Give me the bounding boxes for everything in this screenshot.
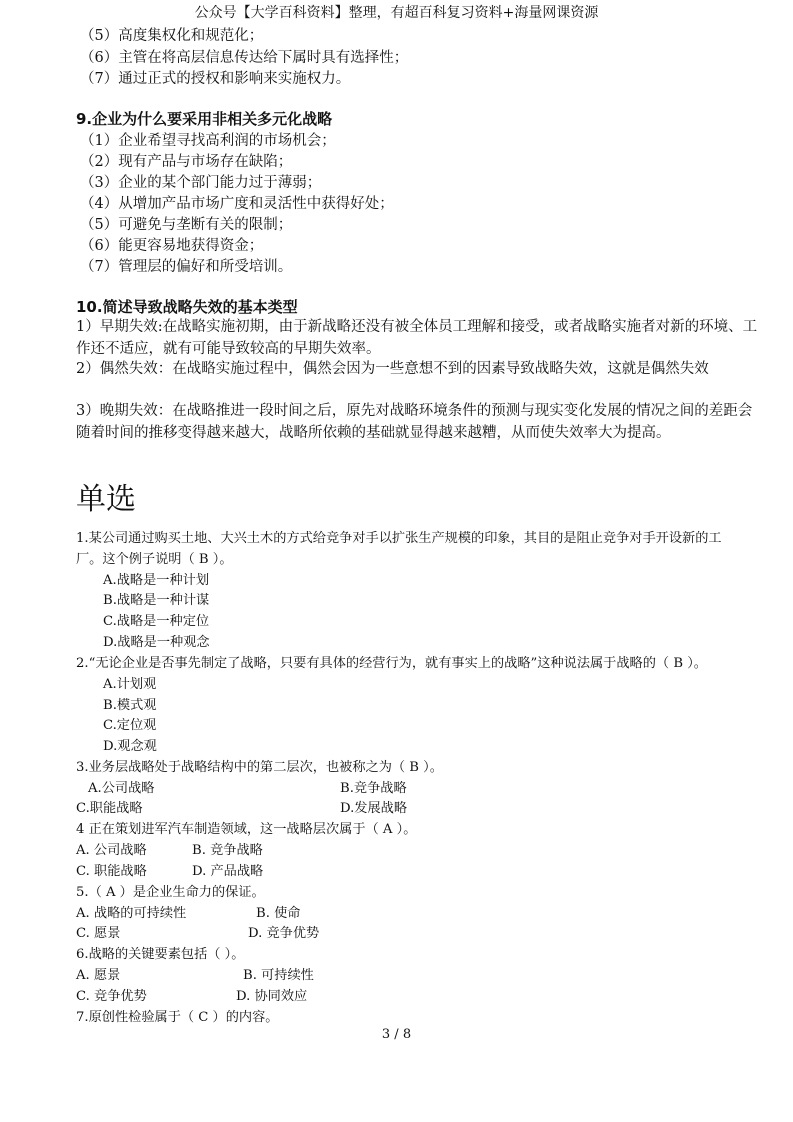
section9-item: （6）能更容易地获得资金；: [80, 238, 264, 254]
section10-para-early: 1）早期失效:在战略实施初期，由于新战略还没有被全体员工理解和接受，或者战略实施者对新的环境、工作还不适应，就有可能导致较高的早期失效率。: [76, 319, 758, 357]
section9-item: （4）从增加产品市场广度和灵活性中获得好处；: [80, 196, 394, 212]
section9-item: （3）企业的某个部门能力过于薄弱；: [80, 175, 322, 191]
q1-stem-line2: 厂。这个例子说明（ B ）。: [76, 552, 233, 567]
q4-stem: 4 正在策划进军汽车制造领域，这一战略层次属于（ A ）。: [76, 822, 417, 837]
q6-stem: 6.战略的关键要素包括（ ）。: [76, 947, 245, 962]
section9-title: 9.企业为什么要采用非相关多元化战略: [76, 110, 333, 128]
q2-option-d: D.观念观: [103, 739, 157, 754]
q3-option-b: B.竞争战略: [340, 781, 407, 796]
q6-option-a: A. 愿景: [76, 968, 121, 983]
section8-item-5: （5）高度集权化和规范化；: [80, 28, 264, 44]
q3-option-c: C.职能战略: [76, 801, 143, 816]
q5-option-b: B. 使命: [256, 906, 301, 921]
q5-option-d: D. 竞争优势: [248, 926, 320, 941]
q7-stem: 7.原创性检验属于（ C ）的内容。: [76, 1010, 279, 1025]
section9-item: （5）可避免与垄断有关的限制；: [80, 217, 293, 233]
q1-option-b: B.战略是一种计谋: [103, 593, 210, 608]
q5-option-a: A. 战略的可持续性: [76, 906, 187, 921]
single-choice-title: 单选: [76, 482, 136, 517]
q3-stem: 3.业务层战略处于战略结构中的第二层次，也被称之为（ B ）。: [76, 760, 443, 775]
q4-option-d: D. 产品战略: [192, 864, 264, 879]
q1-option-a: A.战略是一种计划: [103, 573, 210, 588]
q3-option-d: D.发展战略: [340, 801, 408, 816]
page-header: 公众号【大学百科资料】整理，有超百科复习资料+海量网课资源: [194, 5, 599, 21]
q3-option-a: A.公司战略: [88, 781, 155, 796]
q4-option-c: C. 职能战略: [76, 864, 147, 879]
q6-option-b: B. 可持续性: [243, 968, 314, 983]
q4-option-a: A. 公司战略: [76, 843, 147, 858]
q1-option-c: C.战略是一种定位: [103, 614, 210, 629]
q1-stem-line1: 1.某公司通过购买土地、大兴土木的方式给竞争对手以扩张生产规模的印象，其目的是阻止竞争对手开设新的工: [76, 531, 722, 546]
section10-title: 10.简述导致战略失效的基本类型: [76, 298, 298, 316]
q2-option-a: A.计划观: [103, 677, 157, 692]
page-number: 3 / 8: [381, 1027, 412, 1042]
section9-item: （1）企业希望寻找高利润的市场机会；: [80, 133, 336, 149]
section10-para-accidental: 2）偶然失效：在战略实施过程中，偶然会因为一些意想不到的因素导致战略失效，这就是偶然失效: [76, 361, 709, 377]
q2-stem: 2.“无论企业是否事先制定了战略，只要有具体的经营行为，就有事实上的战略”这种说法属于战略的（ B ）。: [76, 656, 707, 671]
section10-para-late: 3）晚期失效：在战略推进一段时间之后，原先对战略环境条件的预测与现实变化发展的情况之间的差距会随着时间的推移变得越来越大，战略所依赖的基础就显得越来越糟，从而使失效率大为提高。: [76, 403, 753, 441]
q2-option-c: C.定位观: [103, 718, 157, 733]
q1-option-d: D.战略是一种观念: [103, 635, 210, 650]
q4-option-b: B. 竞争战略: [192, 843, 263, 858]
section8-item-6: （6）主管在将高层信息传达给下属时具有选择性；: [80, 50, 409, 66]
q6-option-d: D. 协同效应: [236, 989, 308, 1004]
q2-option-b: B.模式观: [103, 698, 157, 713]
section8-item-7: （7）通过正式的授权和影响来实施权力。: [80, 71, 351, 87]
section9-item: （2）现有产品与市场存在缺陷；: [80, 154, 293, 170]
q5-stem: 5.（ A ）是企业生命力的保证。: [76, 885, 265, 900]
q6-option-c: C. 竞争优势: [76, 989, 147, 1004]
section9-item: （7）管理层的偏好和所受培训。: [80, 259, 293, 275]
q5-option-c: C. 愿景: [76, 926, 121, 941]
